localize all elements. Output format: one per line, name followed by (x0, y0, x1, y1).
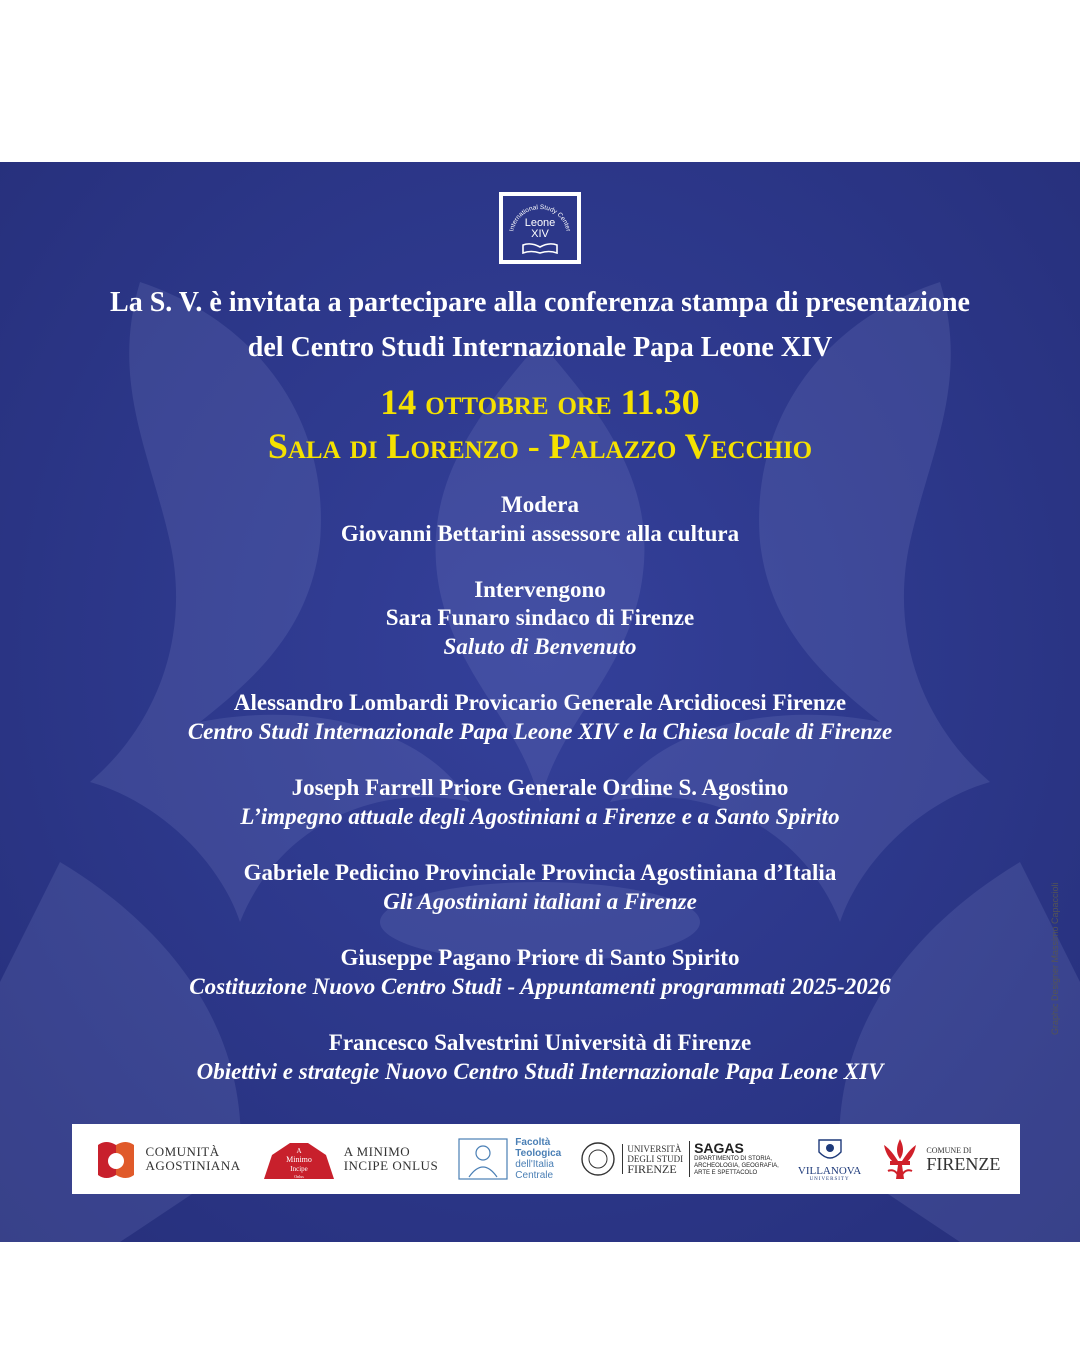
graphic-designer-credit: Graphic Designer Massimo Capaccioli (1050, 882, 1060, 1035)
speaker-topic: Gli Agostiniani italiani a Firenze (383, 889, 697, 914)
speaker-topic: Obiettivi e strategie Nuovo Centro Studi Internazionale Papa Leone XIV (196, 1059, 884, 1084)
leone-xiv-logo (499, 192, 581, 264)
moderator-heading: Modera (501, 492, 579, 517)
sponsor-villanova: VILLANOVA UNIVERSITY (798, 1136, 861, 1183)
svg-text:Minimo: Minimo (285, 1155, 312, 1164)
svg-text:International Study Center: International Study Center (508, 203, 572, 233)
firenze-lily-icon (880, 1135, 920, 1183)
sponsor-a-minimo-incipe: A Minimo Incipe Onlus A MINIMO INCIPE ONLUS (260, 1135, 438, 1183)
moderator-name: Giovanni Bettarini assessore alla cultura (340, 521, 740, 546)
sponsor-comune-di-firenze: COMUNE DI FIRENZE (880, 1135, 1000, 1183)
sponsor-unifi-sagas: UNIVERSITÀ DEGLI STUDI FIRENZE SAGAS DIPARTIMENTO DI STORIA, ARCHEOLOGIA, GEOGRAFIA, ARTE E SPETTACOLO (580, 1139, 778, 1179)
speakers-heading: Intervengono (474, 577, 606, 602)
open-book-icon (521, 242, 559, 254)
speaker-name: Francesco Salvestrini Università di Firenze (328, 1030, 752, 1055)
unifi-seal-icon (580, 1139, 616, 1179)
svg-text:A: A (296, 1147, 302, 1155)
speaker-name: Alessandro Lombardi Provicario Generale Arcidiocesi Firenze (233, 690, 847, 715)
logo-name: Leone XIV (524, 217, 556, 240)
invitation-panel (0, 162, 1080, 1242)
speaker-name: Gabriele Pedicino Provinciale Provincia Agostiniana d’Italia (243, 860, 837, 885)
speaker-topic: L’impegno attuale degli Agostiniani a Firenze e a Santo Spirito (240, 804, 840, 829)
villanova-crest-icon (815, 1136, 845, 1164)
event-date: 14 ottobre ore 11.30 (380, 382, 700, 422)
speaker-topic: Saluto di Benvenuto (443, 634, 637, 659)
speaker-name: Sara Funaro sindaco di Firenze (385, 605, 695, 630)
comunita-agostiniana-logo-icon (92, 1135, 140, 1183)
speaker-name: Joseph Farrell Priore Generale Ordine S. Agostino (291, 775, 789, 800)
speaker-topic: Costituzione Nuovo Centro Studi - Appuntamenti programmati 2025-2026 (189, 974, 891, 999)
event-venue: Sala di Lorenzo - Palazzo Vecchio (267, 426, 813, 466)
sponsor-facolta-teologica: Facoltà Teologica dell'Italia Centrale (457, 1135, 561, 1183)
speaker-topic: Centro Studi Internazionale Papa Leone XIV e la Chiesa locale di Firenze (187, 719, 893, 744)
facolta-teologica-logo-icon (457, 1135, 509, 1183)
sponsor-logos-bar (72, 1124, 1020, 1194)
sponsor-comunita-agostiniana: COMUNITÀ AGOSTINIANA (92, 1135, 241, 1183)
svg-text:Onlus: Onlus (293, 1174, 304, 1179)
invitation-intro: La S. V. è invitata a partecipare alla conferenza stampa di presentazione del Centro Studi Internazionale Papa Leone XIV (110, 287, 970, 363)
a-minimo-incipe-logo-icon (260, 1135, 338, 1183)
svg-text:Incipe: Incipe (289, 1165, 308, 1173)
speaker-name: Giuseppe Pagano Priore di Santo Spirito (340, 945, 740, 970)
